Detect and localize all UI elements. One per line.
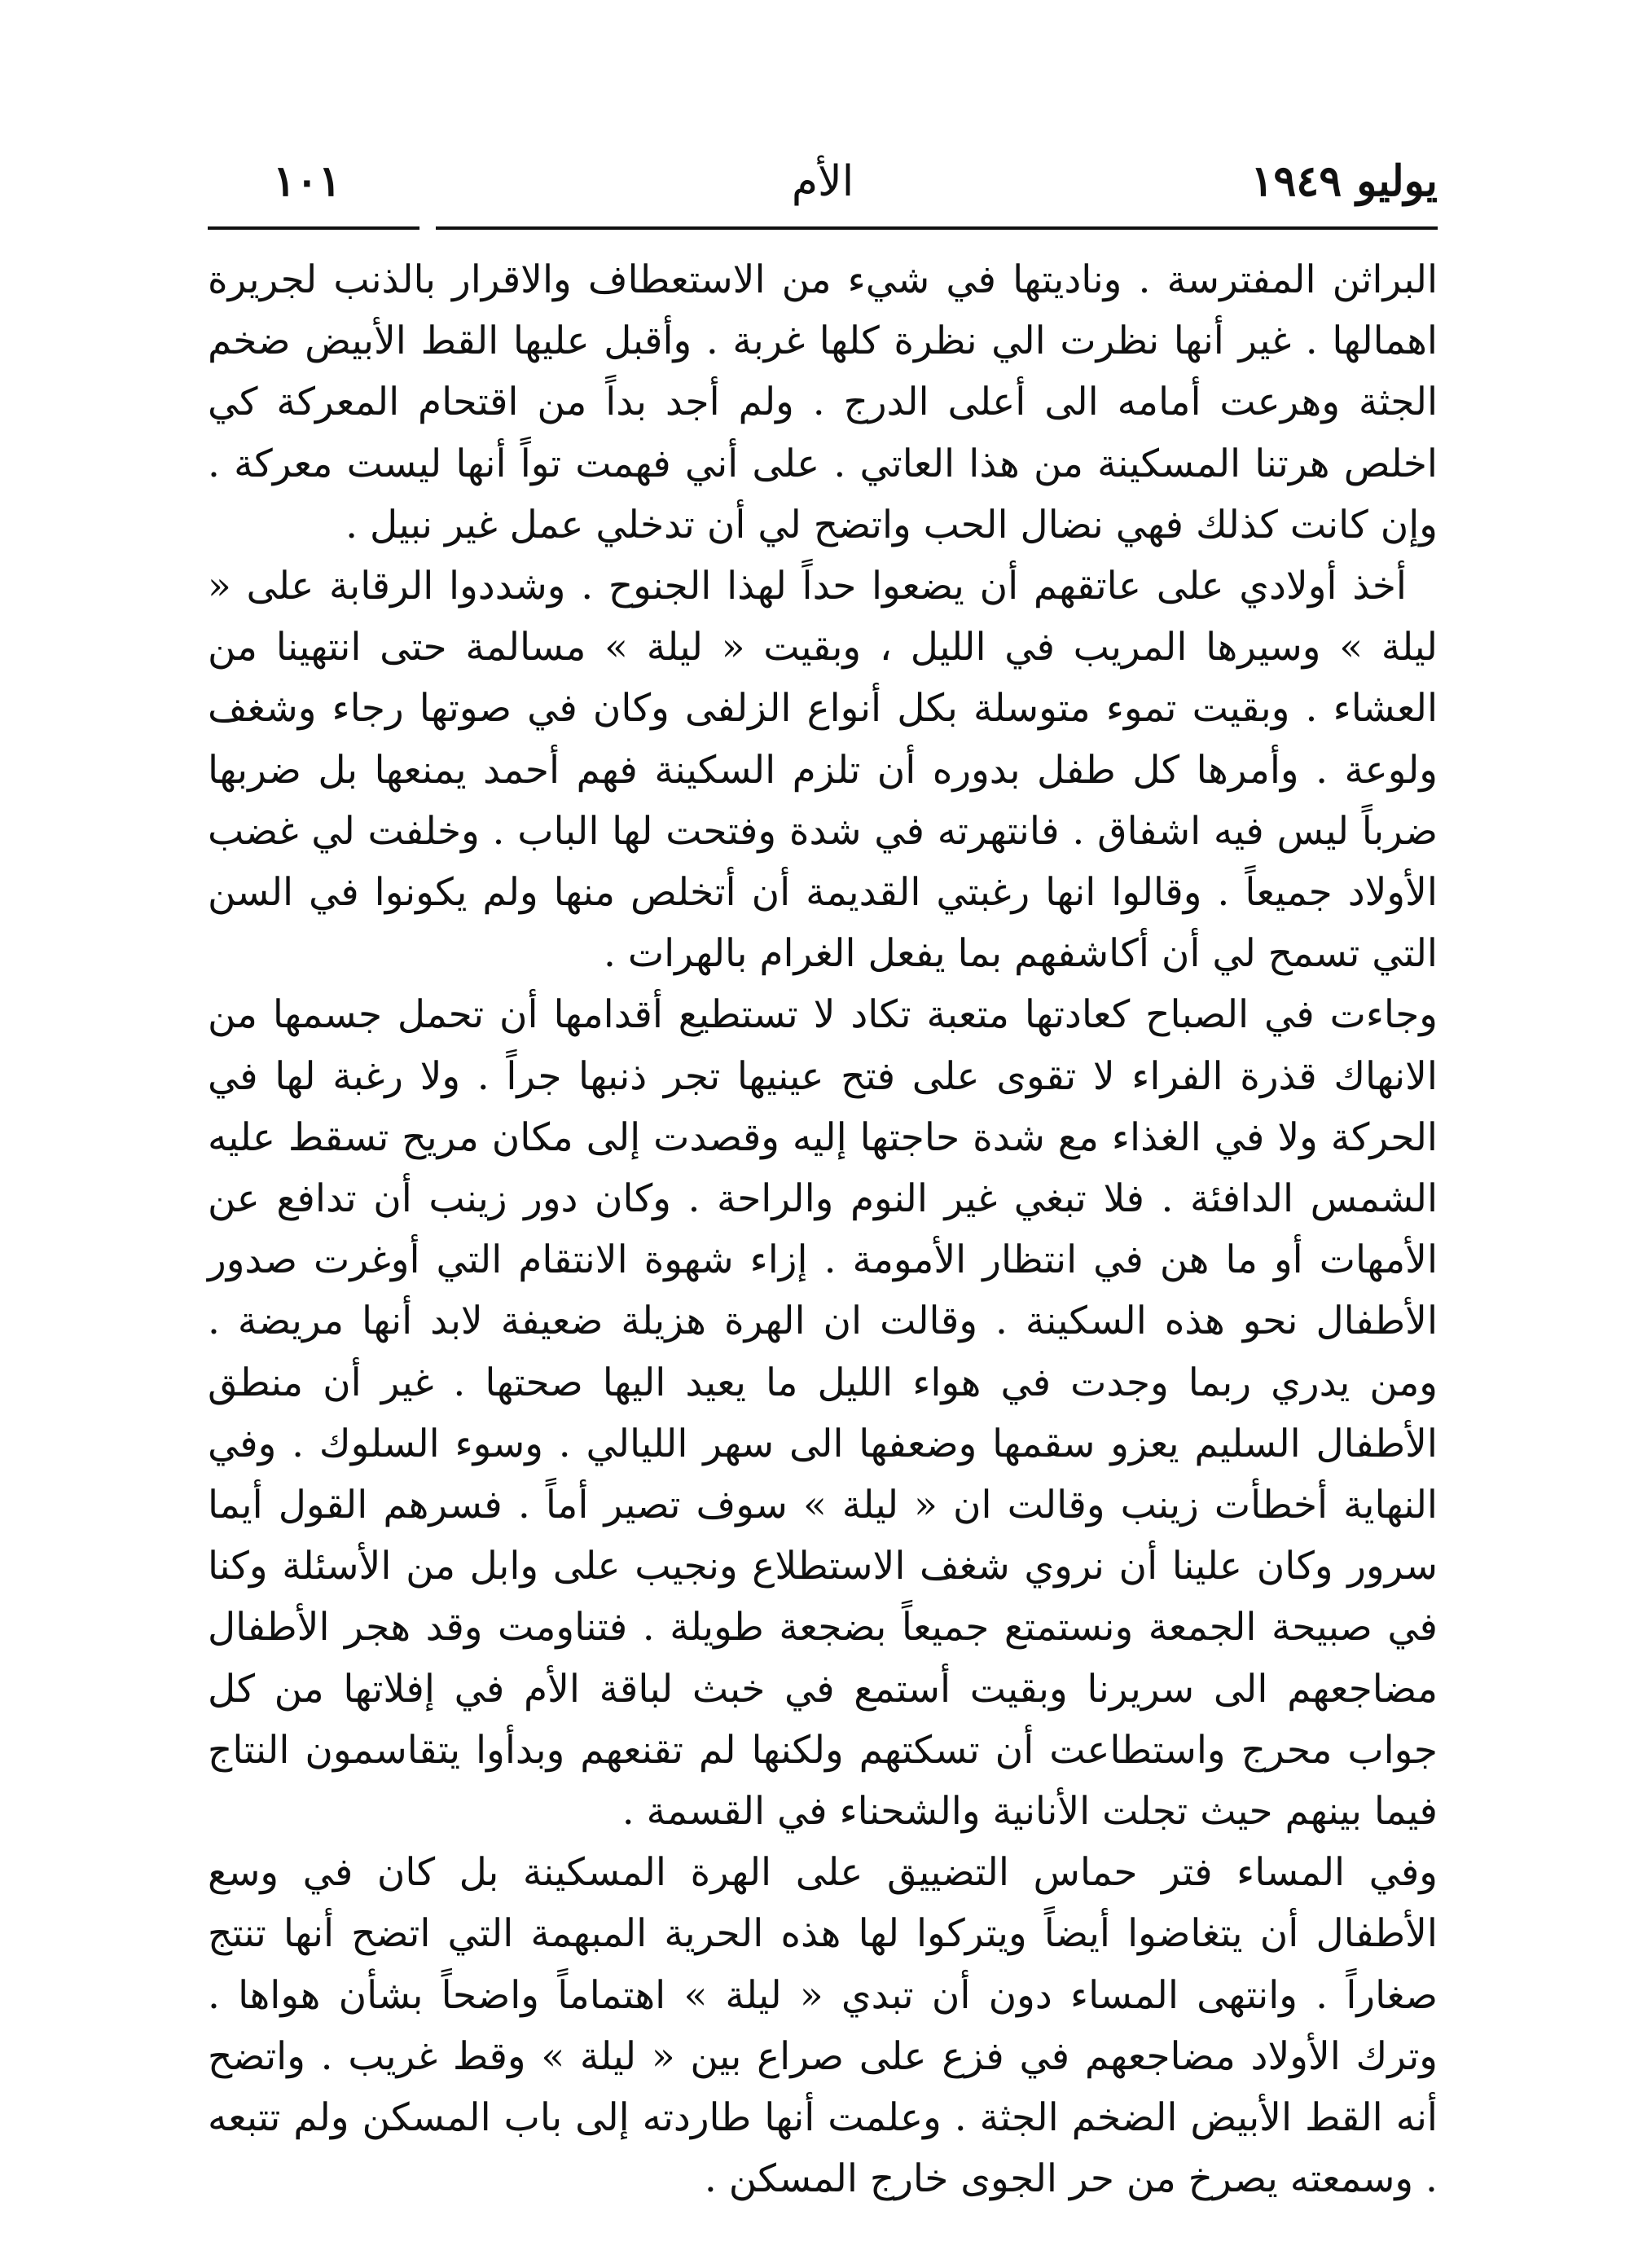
paragraph: وفي المساء فتر حماس التضييق على الهرة المسكينة بل كان في وسع الأطفال أن يتغاضوا أيضاً ويتركوا لها هذه الحرية المبهمة التي اتضح أنها تنتج صغاراً . وانتهى المساء دون أن تبدي « ليلة » اهتماماً واضحاً بشأن هواها . وترك الأولاد مضاجعهم في فزع على صراع بين « ليلة » وقط غريب . واتضح أنه القط الأبيض الضخم الجثة . وعلمت أنها طاردته إلى باب المسكن ولم تتبعه . وسمعته يصرخ من حر الجوى خارج المسكن . bbox=[208, 1850, 1438, 2202]
issue-date: يوليو ١٩٤٩ bbox=[1250, 156, 1438, 206]
header-rule-left bbox=[208, 226, 419, 230]
article-title: الأم bbox=[791, 157, 854, 206]
header-rule-right bbox=[436, 226, 1438, 230]
paragraph: وجاءت في الصباح كعادتها متعبة تكاد لا تستطيع أقدامها أن تحمل جسمها من الانهاك قذرة الفراء لا تقوى على فتح عينيها تجر ذنبها جراً . ولا رغبة لها في الحركة ولا في الغذاء مع شدة حاجتها إليه وقصدت إلى مكان مريح تسقط عليه الشمس الدافئة . فلا تبغي غير النوم والراحة . وكان دور زينب أن تدافع عن الأمهات أو ما هن في انتظار الأمومة . إزاء شهوة الانتقام التي أوغرت صدور الأطفال نحو هذه السكينة . وقالت ان الهرة هزيلة ضعيفة لابد أنها مريضة . ومن يدري ربما وجدت في هواء الليل ما يعيد اليها صحتها . غير أن منطق الأطفال السليم يعزو سقمها وضعفها الى سهر الليالي . وسوء السلوك . وفي النهاية أخطأت زينب وقالت ان « ليلة » سوف تصير أماً . فسرهم القول أيما سرور وكان علينا أن نروي شغف الاستطلاع ونجيب على وابل من الأسئلة وكنا في صبيحة الجمعة ونستمتع جميعاً بضجعة طويلة . فتناومت وقد هجر الأطفال مضاجعهم الى سريرنا وبقيت أستمع في خبث لباقة الأم في إفلاتها من كل جواب محرج واستطاعت أن تسكتهم ولكنها لم تقنعهم وبدأوا يتقاسمون النتاج فيما بينهم حيث تجلت الأنانية والشحناء في القسمة . bbox=[208, 992, 1438, 1835]
page-number: ١٠١ bbox=[273, 156, 341, 206]
article-body bbox=[208, 249, 1438, 2210]
running-header bbox=[208, 145, 1438, 218]
paragraph: أخذ أولادي على عاتقهم أن يضعوا حداً لهذا الجنوح . وشددوا الرقابة على « ليلة » وسيرها المريب في الليل ، وبقيت « ليلة » مسالمة حتى انتهينا من العشاء . وبقيت تموء متوسلة بكل أنواع الزلفى وكان في صوتها رجاء وشغف ولوعة . وأمرها كل طفل بدوره أن تلزم السكينة فهم أحمد يمنعها بل ضربها ضرباً ليس فيه اشفاق . فانتهرته في شدة وفتحت لها الباب . وخلفت لي غضب الأولاد جميعاً . وقالوا انها رغبتي القديمة أن أتخلص منها ولم يكونوا في السن التي تسمح لي أن أكاشفهم بما يفعل الغرام بالهرات . bbox=[208, 564, 1438, 977]
paragraph: البراثن المفترسة . وناديتها في شيء من الاستعطاف والاقرار بالذنب لجريرة اهمالها . غير أنها نظرت الي نظرة كلها غربة . وأقبل عليها القط الأبيض ضخم الجثة وهرعت أمامه الى أعلى الدرج . ولم أجد بداً من اقتحام المعركة كي اخلص هرتنا المسكينة من هذا العاتي . على أني فهمت تواً أنها ليست معركة . وإن كانت كذلك فهي نضال الحب واتضح لي أن تدخلي عمل غير نبيل . bbox=[208, 257, 1438, 547]
